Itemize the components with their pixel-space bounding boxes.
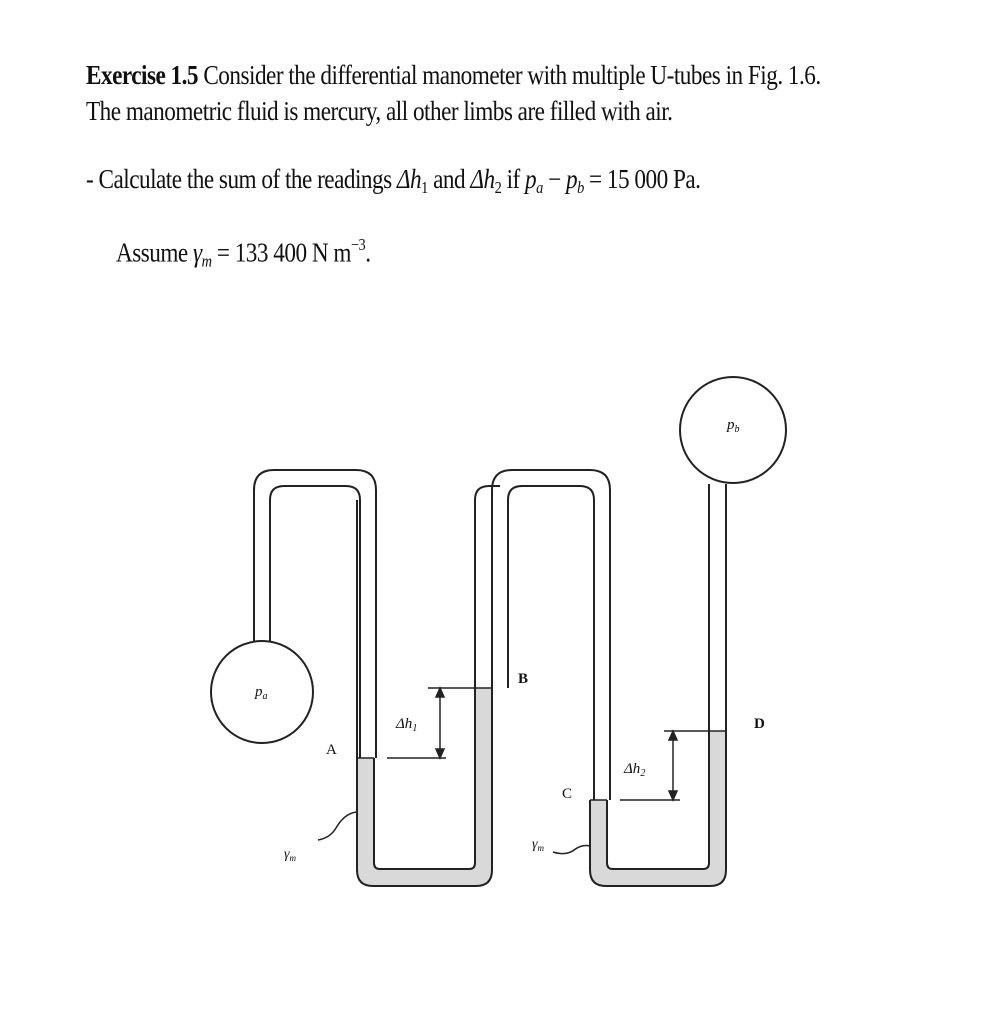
gamma-exponent: −3 xyxy=(350,235,366,254)
if-word: if xyxy=(501,164,526,194)
bulb-pb-label: $p_b$ xyxy=(727,417,740,435)
meniscus-lines xyxy=(357,688,726,800)
gamma-right-label: $\gamma_m$ xyxy=(532,837,545,853)
utube-1-top-inner xyxy=(508,486,594,800)
dh2-arrow-top xyxy=(669,731,677,740)
assume-word: Assume xyxy=(116,237,194,268)
delta-h2: Δh xyxy=(470,164,495,194)
delta-h2-sub: 2 xyxy=(494,178,502,198)
utube-2-inner xyxy=(607,484,709,869)
dh1-arrow-bottom xyxy=(436,749,444,758)
gamma-sub: m xyxy=(201,251,212,271)
gamma-value: = 133 400 N m xyxy=(211,237,351,268)
dh2-label: $\Delta h_2$ xyxy=(624,761,646,779)
pb-sub: b xyxy=(577,178,584,198)
dh2-arrow-bottom xyxy=(669,791,677,800)
manometer-tubes xyxy=(211,377,786,886)
delta-h1-sub: 1 xyxy=(421,178,428,198)
dh1-arrow-top xyxy=(436,688,444,697)
delta-h1: Δh xyxy=(396,164,422,194)
minus-sign: − xyxy=(542,164,566,194)
exercise-title: Exercise 1.5 xyxy=(86,60,199,90)
label-B: B xyxy=(518,671,529,687)
dh1-label: $\Delta h_1$ xyxy=(396,716,418,734)
period: . xyxy=(365,237,371,268)
problem-intro: Consider the differential manometer with multiple U-tubes in Fig. 1.6. xyxy=(203,60,821,90)
gamma-left-leader xyxy=(318,812,356,840)
gamma-left-label: $\gamma_m$ xyxy=(284,847,297,863)
label-C: C xyxy=(562,786,573,802)
mercury-fill xyxy=(357,688,726,886)
problem-line-2: The manometric fluid is mercury, all other limbs are filled with air. xyxy=(86,96,673,126)
pa-symbol: p xyxy=(525,164,537,194)
gamma-right-leader xyxy=(553,846,590,854)
figure-labels xyxy=(254,417,765,863)
label-D: D xyxy=(754,716,765,732)
task-prefix: - Calculate the sum of the readings xyxy=(86,164,397,194)
label-A: A xyxy=(326,742,337,758)
and-word: and xyxy=(427,164,471,194)
pressure-difference-value: = 15 000 Pa. xyxy=(583,164,701,194)
bulb-pa-label: $p_a$ xyxy=(255,684,268,702)
mercury-utube-1 xyxy=(357,688,492,886)
tube-inner-left xyxy=(270,486,360,758)
pb-symbol: p xyxy=(565,164,578,194)
gamma-symbol: γ xyxy=(193,237,202,268)
pa-sub: a xyxy=(536,178,543,198)
